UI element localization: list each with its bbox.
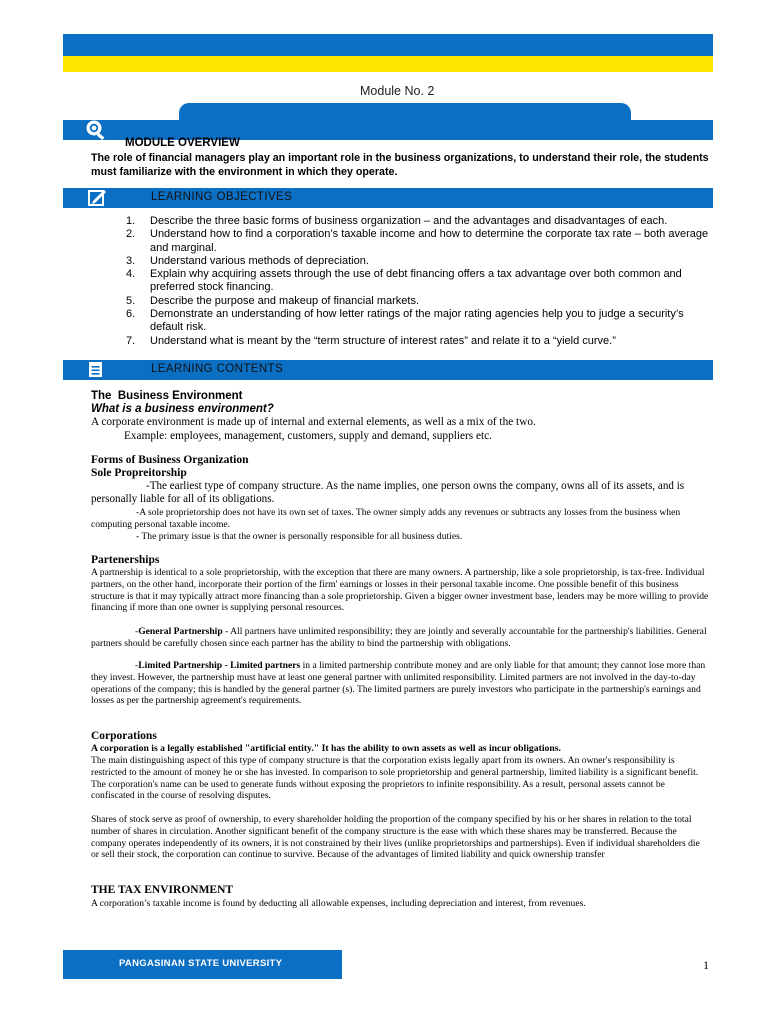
business-env-example: Example: employees, management, customers, supply and demand, suppliers etc.	[124, 430, 492, 442]
sole-proprietorship-title: Sole Propreitorship	[91, 467, 187, 479]
objectives-list	[126, 215, 711, 357]
module-overview-heading: MODULE OVERVIEW	[125, 137, 240, 149]
partnerships-title: Partenerships	[91, 554, 160, 566]
list-item: 6. Demonstrate an understanding of how letter ratings of the major rating agencies help you to judge a security’s default risk.	[126, 308, 684, 334]
sole-proprietorship-p2: -A sole proprietorship does not have its own set of taxes. The owner simply adds any revenues or subtracts any losses from the business when computing personal taxable income.	[91, 507, 681, 530]
business-env-definition: A corporate environment is made up of internal and external elements, as well as a mix of the two.	[91, 416, 536, 428]
magnifier-icon	[83, 118, 109, 142]
document-icon	[83, 358, 109, 382]
general-partnership-text: -General Partnership - All partners have unlimited responsibility; they are jointly and severally accountable for the partnership's liabilities. General partners should be carefully chosen since each partner has the ability to bind the partnership with obligations.	[91, 626, 707, 649]
tax-environment-p1: A corporation’s taxable income is found by deducting all allowable expenses, including depreciation and interest, from revenues.	[91, 898, 586, 909]
forms-title: Forms of Business Organization	[91, 454, 249, 466]
header-blue-bar	[63, 34, 713, 56]
sole-proprietorship-p1: -The earliest type of company structure. As the name implies, one person owns the company, owns all of its assets, and is personally liable for all of its obligations.	[91, 480, 685, 505]
corporations-p2: Shares of stock serve as proof of ownership, to every shareholder holding the proportion of the company specified by his or her shares in relation to the total number of shares in circulation. Another significant benefit of the company structure is the ease with which these shares may be transferred. Because the company operates independently of its owners, it is not constrained by their lives (unlike proprietorships and partnerships). Even if individual shareholders die or sell their stock, the corporation can continue to survive. Because of the advantages of limited liability and quick ownership transfer	[91, 814, 700, 861]
learning-contents-heading: LEARNING CONTENTS	[151, 363, 284, 375]
partnerships-p1: A partnership is identical to a sole proprietorship, with the exception that there are many owners. A partnership, like a sole proprietorship, is tax-free. Individual partners, on the other hand, incorporate their portion of the firm' earnings or losses in their personal taxable income. One possible benefit of this business structure is that it may typically attract more financing than a sole proprietorship. Given a bigger owner investment base, lenders may be more willing to provide financing if more than one owner is supplying personal resources.	[91, 567, 709, 614]
footer-university-name: PANGASINAN STATE UNIVERSITY	[119, 958, 283, 969]
tax-environment-title: THE TAX ENVIRONMENT	[91, 884, 234, 896]
list-item: 7. Understand what is meant by the “term structure of interest rates” and relate it to a “yield curve.”	[126, 334, 616, 347]
pencil-icon	[83, 186, 109, 210]
footer-university-bar	[63, 950, 342, 979]
business-env-question: What is a business environment?	[91, 403, 274, 415]
list-item: 5. Describe the purpose and makeup of financial markets.	[126, 294, 420, 307]
module-overview-text: The role of financial managers play an important role in the business organizations, to understand their role, the students must familiarize with the environment in which they operate.	[91, 152, 709, 178]
corporations-lead: A corporation is a legally established "artificial entity." It has the ability to own assets as well as incur obligations.	[91, 743, 561, 754]
business-env-title: The Business Environment	[91, 390, 243, 402]
learning-objectives-heading: LEARNING OBJECTIVES	[151, 191, 293, 203]
list-item: 2. Understand how to find a corporation’s taxable income and how to determine the corporate tax rate – both average and marginal.	[126, 228, 709, 254]
header-yellow-bar	[63, 56, 713, 72]
limited-partnership-text: -Limited Partnership - Limited partners in a limited partnership contribute money and are only liable for that amount; they cannot lose more than they invest. However, the partnership must have at least one general partner with unlimited responsibility. Limited partners are not involved in the day-to-day operations of the company; this is handled by the general partner (s). The limited partners are purely investors who participate in the partnership's earnings and losses as per the partnership agreement's requirements.	[91, 660, 706, 707]
list-item: 1. Describe the three basic forms of business organization – and the advantages and disadvantages of each.	[126, 215, 668, 227]
corporations-p1: The main distinguishing aspect of this type of company structure is that the corporation exists legally apart from its owners. An owner's responsibility is restricted to the amount of money he or she has invested. In comparison to sole proprietorship and general partnership, limited liability is a significant benefit. The corporation's name can be used to generate funds without exposing the proprietors to infinite responsibility. As a result, personal assets cannot be confiscated in the course of resolving disputes.	[91, 755, 699, 802]
learning-objectives-header	[63, 188, 713, 208]
list-item: 3. Understand various methods of depreciation.	[126, 254, 369, 267]
module-label: Module No. 2	[360, 84, 435, 98]
page-number: 1	[703, 958, 709, 972]
learning-contents-header	[63, 360, 713, 380]
limited-partnership-label: Limited Partnership - Limited partners	[138, 660, 301, 671]
sole-proprietorship-p3: - The primary issue is that the owner is personally responsible for all business duties.	[136, 531, 463, 542]
list-item: 4. Explain why acquiring assets through the use of debt financing offers a tax advantage over both common and preferred stock financing.	[126, 268, 682, 294]
general-partnership-label: General Partnership	[138, 626, 223, 637]
corporations-title: Corporations	[91, 730, 157, 742]
